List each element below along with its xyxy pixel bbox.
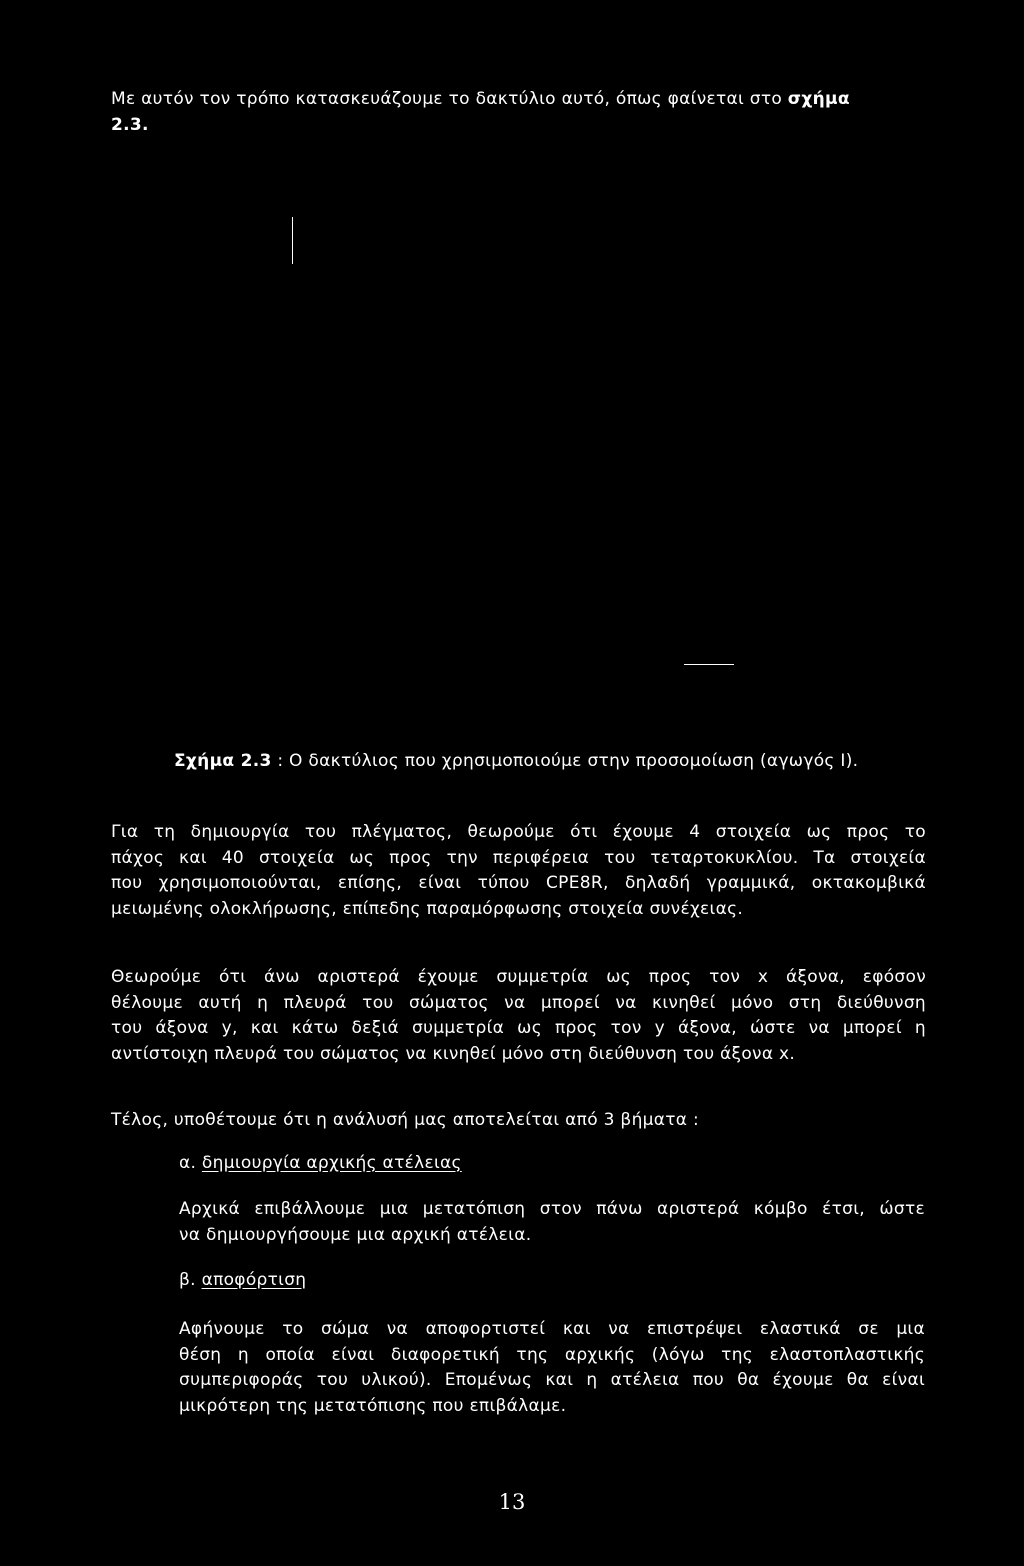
step-a-line: Αρχικά επιβάλλουμε μια μετατόπιση στον πάνω αριστερά κόμβο έτσι, ώστε [179, 1199, 925, 1219]
mesh-line: Για τη δημιουργία του πλέγματος, θεωρούμε ότι έχουμε 4 στοιχεία ως προς το [111, 822, 926, 842]
step-a-title-line [179, 1151, 925, 1177]
intro-text: Με αυτόν τον τρόπο κατασκευάζουμε το δακτύλιο αυτό, όπως φαίνεται στο [111, 89, 788, 109]
step-a-marker: α. [179, 1153, 202, 1173]
figure-caption [174, 749, 858, 775]
figure-reference-number: 2.3. [111, 114, 149, 135]
symmetry-paragraph [111, 965, 926, 1067]
figure-caption-label: Σχήμα 2.3 [174, 751, 272, 771]
step-a-body [179, 1197, 925, 1248]
intro-paragraph [111, 87, 926, 138]
step-b-line: Αφήνουμε το σώμα να αποφορτιστεί και να επιστρέψει ελαστικά σε μια [179, 1319, 925, 1339]
mesh-line: πάχος και 40 στοιχεία ως προς την περιφέρεια του τεταρτοκυκλίου. Τα στοιχεία [111, 847, 926, 868]
step-a-title: δημιουργία αρχικής ατέλειας [201, 1153, 462, 1173]
symmetry-line: Θεωρούμε ότι άνω αριστερά έχουμε συμμετρία ως προς τον x άξονα, εφόσον [111, 967, 926, 987]
steps-intro [111, 1108, 926, 1134]
page-number: 13 [498, 1490, 526, 1514]
step-b-title: αποφόρτιση [201, 1270, 307, 1290]
figure-line-fragment-horizontal [684, 664, 734, 665]
step-a-heading [179, 1151, 925, 1177]
symmetry-line: αντίστοιχη πλευρά του σώματος να κινηθεί μόνο στη διεύθυνση του άξονα x. [111, 1043, 796, 1064]
symmetry-line: θέλουμε αυτή η πλευρά του σώματος να μπορεί να κινηθεί μόνο στη διεύθυνση [111, 992, 926, 1013]
step-b-body [179, 1317, 925, 1419]
step-b-line: μικρότερη της μετατόπισης που επιβάλαμε. [179, 1395, 567, 1416]
figure-reference: σχήμα [787, 89, 850, 109]
steps-intro-text: Τέλος, υποθέτουμε ότι η ανάλυσή μας αποτελείται από 3 βήματα : [111, 1110, 700, 1130]
figure-line-fragment-vertical [292, 217, 293, 264]
intro-line-1 [111, 87, 926, 113]
step-b-line: θέση η οποία είναι διαφορετική της αρχικής (λόγω της ελαστοπλαστικής [179, 1344, 925, 1365]
mesh-line: που χρησιμοποιούνται, επίσης, είναι τύπου CPE8R, δηλαδή γραμμικά, οκτακομβικά [111, 873, 926, 894]
step-b-line: συμπεριφοράς του υλικού). Επομένως και η ατέλεια που θα έχουμε θα είναι [179, 1370, 925, 1391]
symmetry-line: του άξονα y, και κάτω δεξιά συμμετρία ως προς τον y άξονα, ώστε να μπορεί η [111, 1018, 926, 1039]
step-b-marker: β. [179, 1270, 202, 1290]
step-b-heading [179, 1268, 925, 1294]
step-b-title-line [179, 1268, 925, 1294]
mesh-paragraph [111, 820, 926, 922]
figure-caption-text: : Ο δακτύλιος που χρησιμοποιούμε στην προσομοίωση (αγωγός Ι). [271, 751, 859, 771]
mesh-line: μειωμένης ολοκλήρωσης, επίπεδης παραμόρφωσης στοιχεία συνέχειας. [111, 898, 744, 919]
step-a-line: να δημιουργήσουμε μια αρχική ατέλεια. [179, 1224, 532, 1245]
